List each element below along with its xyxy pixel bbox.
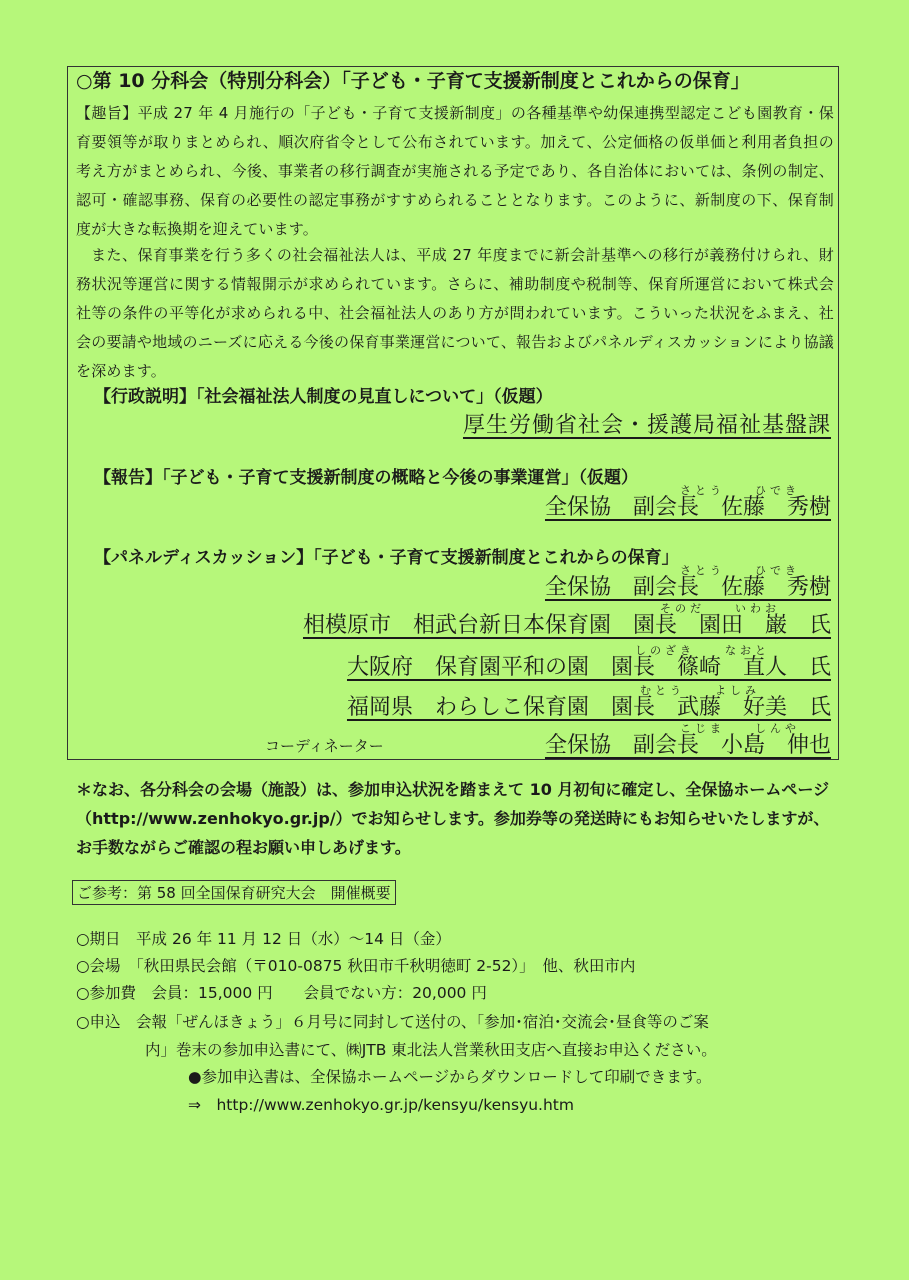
- coordinator-name: 全保協 副会長 小島 伸也: [544, 733, 831, 758]
- panel-label: 【パネルディスカッション】「子ども・子育て支援新制度とこれからの保育」: [94, 548, 679, 568]
- panelist-line: 福岡県 わらしこ保育園 園長 武藤 好美 氏: [346, 695, 831, 720]
- panelist-ruby: さとう ひでき: [680, 564, 800, 577]
- panelist-line: 全保協 副会長 佐藤 秀樹: [544, 575, 831, 600]
- report-label: 【報告】「子ども・子育て支援新制度の概略と今後の事業運営」（仮題）: [94, 468, 638, 488]
- download-note: ●参加申込書は、全保協ホームページからダウンロードして印刷できます。: [188, 1068, 712, 1086]
- panelist-ruby: そのだ いわお: [660, 602, 780, 615]
- reference-title: ご参考：第 58 回全国保育研究大会 開催概要: [72, 880, 396, 905]
- application-url[interactable]: ⇒ http://www.zenhokyo.gr.jp/kensyu/kensyu.htm: [188, 1096, 574, 1114]
- panelist-line: 大阪府 保育園平和の園 園長 篠崎 直人 氏: [346, 655, 831, 680]
- event-fee: ○参加費 会員：15,000 円 会員でない方：20,000 円: [76, 984, 487, 1002]
- report-speaker-ruby: さとう ひでき: [680, 484, 800, 497]
- session-title: ○第 10 分科会（特別分科会）「子ども・子育て支援新制度とこれからの保育」: [76, 70, 750, 92]
- coordinator-label: コーディネーター: [265, 737, 384, 755]
- panelist-ruby: むとう よしみ: [640, 684, 760, 697]
- report-speaker: 全保協 副会長 佐藤 秀樹: [544, 495, 831, 520]
- purpose-paragraph-1: 【趣旨】平成 27 年 4 月施行の「子ども・子育て支援新制度」の各種基準や幼保連携型認定こども園教育・保育要領等が取りまとめられ、順次府省令として公布されています。加えて、公定価格の仮単価と利用者負担の考え方がまとめられ、今後、事業者の移行調査が実施される予定であり、各自治体においては、条例の制定、認可・確認事務、保育の必要性の認定事務がすすめられることとなります。このように、新制度の下、保育制度が大きな転換期を迎えています。: [76, 104, 834, 238]
- panelist-line: 相模原市 相武台新日本保育園 園長 園田 巌 氏: [302, 613, 831, 638]
- coordinator-ruby: こじま しんや: [680, 722, 800, 735]
- venue-note: ＊なお、各分科会の会場（施設）は、参加申込状況を踏まえて 10 月初旬に確定し、全保協ホームページ（http://www.zenhokyo.gr.jp/）でお知らせします。参加券等の発送時にもお知らせいたしますが、お手数ながらご確認の程お願い申しあげます。: [76, 780, 830, 857]
- panelist-ruby: しのざき なおと: [635, 644, 770, 657]
- admin-explanation-label: 【行政説明】「社会福祉法人制度の見直しについて」（仮題）: [94, 387, 553, 407]
- event-date: ○期日 平成 26 年 11 月 12 日（水）～14 日（金）: [76, 930, 451, 948]
- event-apply-line-1: ○申込 会報「ぜんほきょう」６月号に同封して送付の、「参加･宿泊･交流会･昼食等のご案: [76, 1013, 709, 1031]
- event-venue: ○会場 「秋田県民会館（〒010-0875 秋田市千秋明徳町 2-52）」 他、秋田市内: [76, 957, 636, 975]
- purpose-paragraph-2: また、保育事業を行う多くの社会福祉法人は、平成 27 年度までに新会計基準への移行が義務付けられ、財務状況等運営に関する情報開示が求められています。さらに、補助制度や税制等、保育所運営において株式会社等の条件の平等化が求められる中、社会福祉法人のあり方が問われています。こういった状況をふまえ、社会の要請や地域のニーズに応える今後の保育事業運営について、報告およびパネルディスカッションにより協議を深めます。: [76, 246, 834, 380]
- event-apply-line-2: 内」巻末の参加申込書にて、㈱JTB 東北法人営業秋田支店へ直接お申込ください。: [145, 1041, 717, 1059]
- admin-speaker: 厚生労働省社会・援護局福祉基盤課: [462, 413, 831, 438]
